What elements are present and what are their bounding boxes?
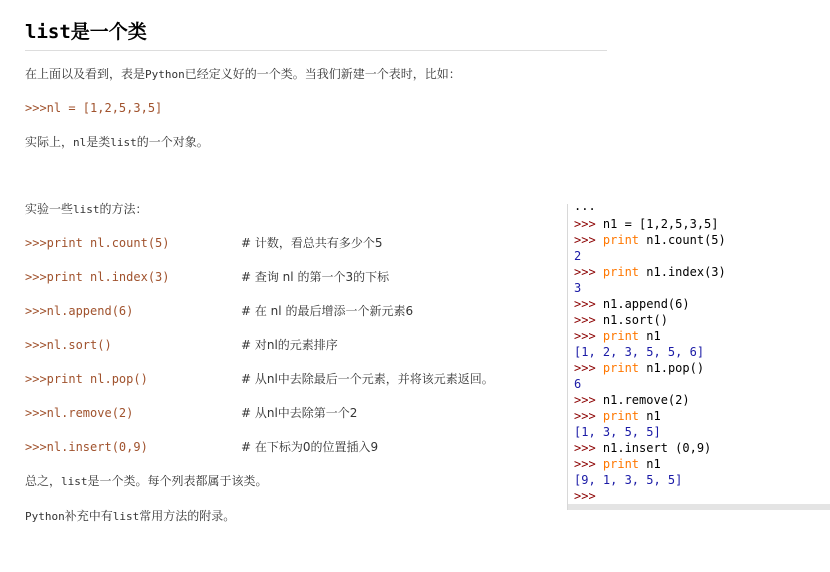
shell-input-line <box>574 408 661 424</box>
actual-text-before: 实际上， <box>25 135 74 149</box>
shell-input-line <box>574 488 596 504</box>
intro-text-before: 在上面以及看到，表是 <box>25 67 146 81</box>
appendix-paragraph <box>25 508 235 525</box>
shell-input-line <box>574 456 661 472</box>
shell-top-dots: ... <box>574 204 596 213</box>
appendix-code-list: list <box>112 510 140 523</box>
methods-intro <box>25 201 148 218</box>
appendix-after: 常用方法的附录。 <box>139 509 236 523</box>
shell-prompt: >>> <box>574 217 596 231</box>
section-heading <box>25 15 607 51</box>
shell-output-line <box>574 472 682 488</box>
shell-prompt: >>> <box>574 297 596 311</box>
shell-keyword: print <box>595 329 640 343</box>
method-comment: # 对nl的元素排序 <box>241 338 338 352</box>
shell-input-line <box>574 264 726 280</box>
shell-bottom-bar <box>568 504 830 510</box>
shell-code: n1 <box>639 329 661 343</box>
actual-code-nl: nl <box>73 136 87 149</box>
method-code: >>>nl.append(6) <box>25 304 134 318</box>
example-code: >>>nl = [1,2,5,3,5] <box>25 101 163 115</box>
shell-code: n1.remove(2) <box>595 393 690 407</box>
shell-input-line <box>574 392 690 408</box>
method-code: >>>nl.insert(0,9) <box>25 440 148 454</box>
shell-keyword: print <box>595 409 640 423</box>
heading-title <box>25 17 147 44</box>
shell-output-line <box>574 344 704 360</box>
shell-code: n1.index(3) <box>639 265 726 279</box>
intro-code: Python <box>145 68 185 81</box>
shell-keyword: print <box>595 457 640 471</box>
shell-output-line <box>574 280 581 296</box>
shell-code: n1.count(5) <box>639 233 726 247</box>
method-code: >>>print nl.pop() <box>25 372 148 386</box>
shell-input-line <box>574 216 719 232</box>
shell-code: n1 <box>639 457 661 471</box>
methods-intro-code: list <box>73 203 100 216</box>
appendix-code-python: Python <box>25 510 65 523</box>
shell-output: [1, 3, 5, 5] <box>574 425 661 439</box>
python-shell-screenshot <box>567 204 830 510</box>
summary-paragraph <box>25 473 268 490</box>
shell-keyword: print <box>595 265 640 279</box>
shell-output-line <box>574 248 581 264</box>
shell-prompt: >>> <box>574 393 596 407</box>
method-code: >>>nl.sort() <box>25 338 112 352</box>
shell-input-line <box>574 232 726 248</box>
method-comment: # 在下标为0的位置插入9 <box>241 440 379 454</box>
summary-code: list <box>61 475 88 488</box>
method-comment: # 从nl中去除第一个2 <box>241 406 358 420</box>
shell-output-line <box>574 376 581 392</box>
shell-output: [9, 1, 3, 5, 5] <box>574 473 683 487</box>
shell-prompt: >>> <box>574 441 596 455</box>
shell-prompt: >>> <box>574 409 596 423</box>
intro-paragraph <box>25 66 461 83</box>
shell-code: n1 <box>639 409 661 423</box>
method-comment: # 计数，看总共有多少个5 <box>241 236 383 250</box>
shell-output: 6 <box>574 377 582 391</box>
shell-input-line <box>574 328 661 344</box>
shell-keyword: print <box>595 361 640 375</box>
shell-output: 3 <box>574 281 582 295</box>
shell-prompt: >>> <box>574 457 596 471</box>
shell-code: n1.insert (0,9) <box>595 441 712 455</box>
methods-intro-before: 实验一些 <box>25 202 74 216</box>
actual-text-after: 的一个对象。 <box>136 135 209 149</box>
shell-output: 2 <box>574 249 582 263</box>
shell-code: n1 = [1,2,5,3,5] <box>595 217 719 231</box>
shell-prompt: >>> <box>574 313 596 327</box>
shell-prompt: >>> <box>574 361 596 375</box>
shell-prompt: >>> <box>574 233 596 247</box>
shell-input-line <box>574 312 668 328</box>
heading-rest: 是一个类 <box>70 21 147 43</box>
method-comment: # 在 nl 的最后增添一个新元素6 <box>241 304 414 318</box>
method-comment: # 从nl中去除最后一个元素，并将该元素返回。 <box>241 372 494 386</box>
shell-input-line <box>574 440 711 456</box>
actual-paragraph <box>25 134 209 151</box>
appendix-middle: 补充中有 <box>64 509 113 523</box>
methods-intro-after: 的方法： <box>99 202 148 216</box>
method-code: >>>print nl.count(5) <box>25 236 170 250</box>
actual-code-list: list <box>110 136 137 149</box>
actual-text-middle: 是类 <box>86 135 111 149</box>
method-code: >>>nl.remove(2) <box>25 406 134 420</box>
shell-output-line <box>574 424 661 440</box>
summary-after: 是一个类。每个列表都属于该类。 <box>87 474 268 488</box>
shell-output: [1, 2, 3, 5, 5, 6] <box>574 345 705 359</box>
heading-code: list <box>25 21 71 43</box>
shell-code: n1.append(6) <box>595 297 690 311</box>
shell-prompt: >>> <box>574 329 596 343</box>
method-code: >>>print nl.index(3) <box>25 270 170 284</box>
method-comment: # 查询 nl 的第一个3的下标 <box>241 270 390 284</box>
shell-keyword: print <box>595 233 640 247</box>
summary-before: 总之， <box>25 474 62 488</box>
shell-input-line <box>574 360 704 376</box>
shell-prompt: >>> <box>574 265 596 279</box>
shell-code: n1.sort() <box>595 313 668 327</box>
shell-input-line <box>574 296 690 312</box>
intro-text-after: 已经定义好的一个类。当我们新建一个表时，比如： <box>184 67 461 81</box>
shell-code: n1.pop() <box>639 361 705 375</box>
shell-prompt: >>> <box>574 489 596 503</box>
